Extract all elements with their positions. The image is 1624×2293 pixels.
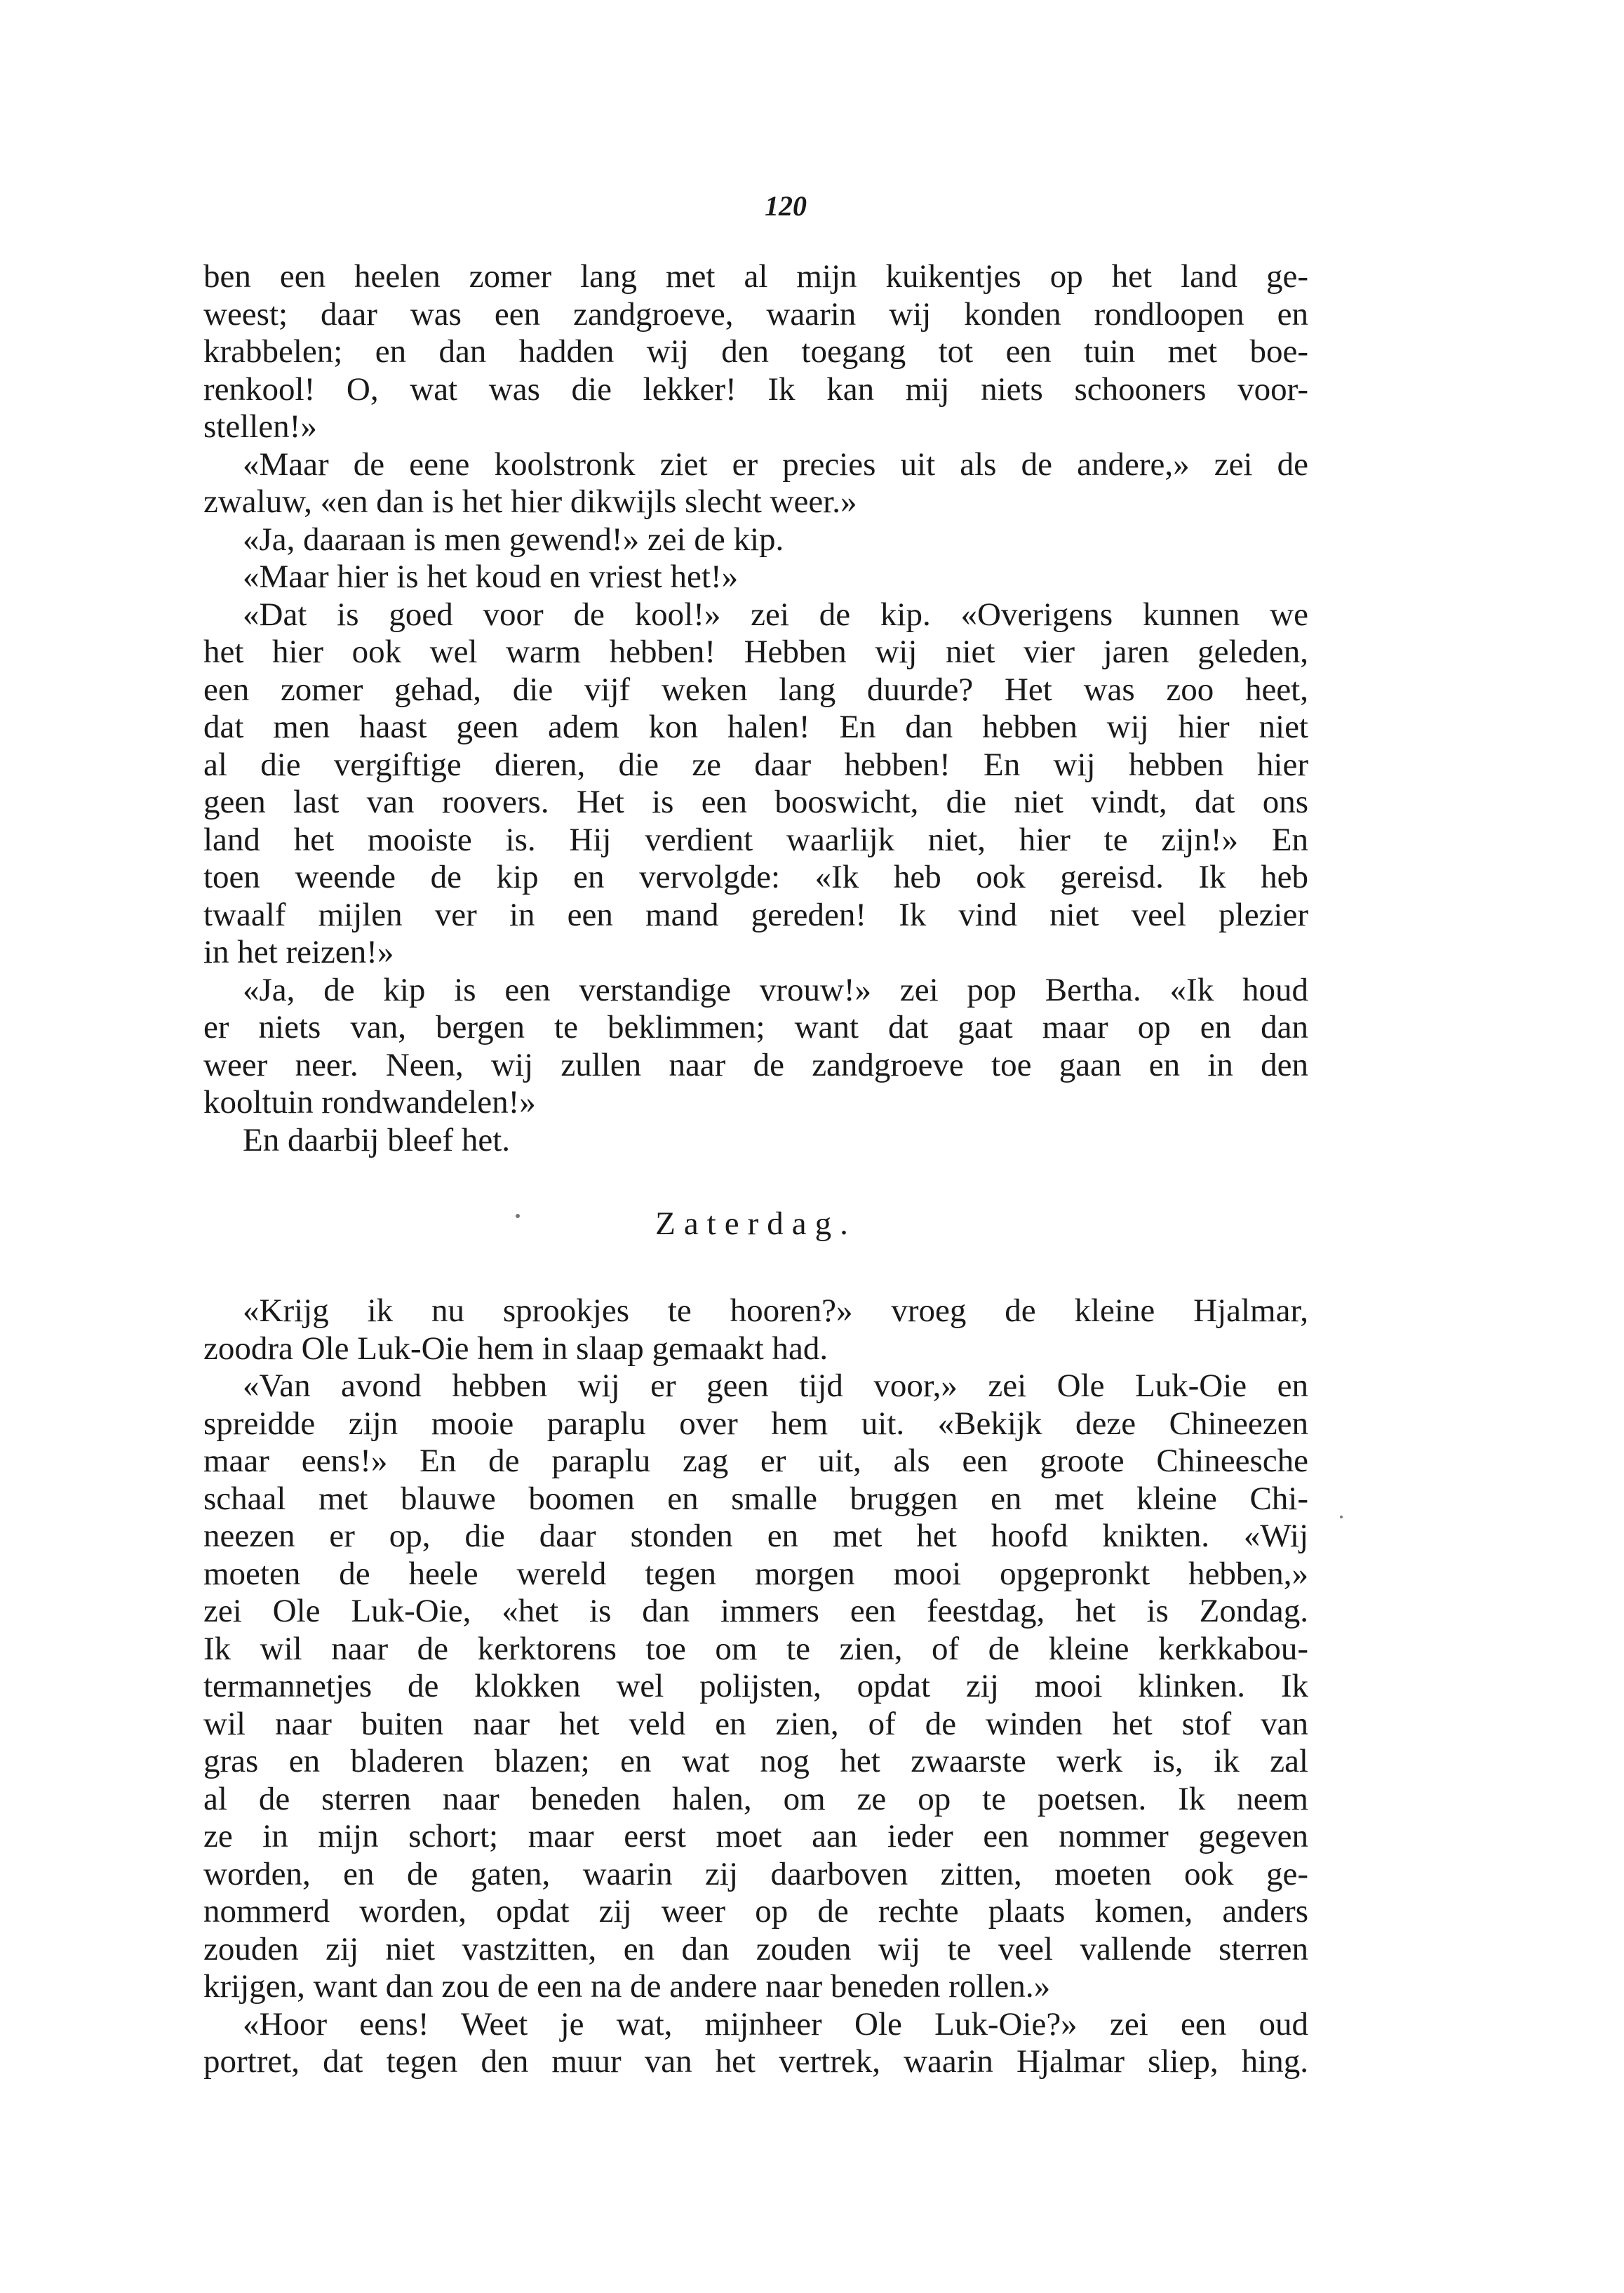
text-line: er niets van, bergen te beklimmen; want dat gaat maar op en dan: [203, 1009, 1308, 1045]
print-speck: [516, 1214, 520, 1218]
print-speck: [1340, 1516, 1343, 1518]
paragraph: [203, 1292, 1308, 1368]
text-line: krijgen, want dan zou de een na de andere naar beneden rollen.»: [203, 1968, 1051, 2005]
paragraph: [203, 258, 1308, 446]
text-line: moeten de heele wereld tegen morgen mooi opgepronkt hebben,»: [203, 1555, 1308, 1592]
text-line: «Dat is goed voor de kool!» zei de kip. «Overigens kunnen we: [243, 596, 1308, 633]
text-line: wil naar buiten naar het veld en zien, of de winden het stof van: [203, 1705, 1308, 1742]
paragraph: [203, 521, 1308, 559]
text-line: «Maar hier is het koud en vriest het!»: [243, 559, 739, 595]
text-line: zwaluw, «en dan is het hier dikwijls slecht weer.»: [203, 483, 857, 520]
text-line: stellen!»: [203, 408, 317, 445]
text-line: zoodra Ole Luk-Oie hem in slaap gemaakt had.: [203, 1330, 828, 1367]
text-line: zouden zij niet vastzitten, en dan zouden wij te veel vallende sterren: [203, 1930, 1308, 1967]
text-line: «Maar de eene koolstronk ziet er precies uit als de andere,» zei de: [243, 446, 1308, 483]
paragraph: [203, 446, 1308, 521]
text-line: termannetjes de klokken wel polijsten, opdat zij mooi klinken. Ik: [203, 1668, 1308, 1704]
page-number: 120: [765, 190, 807, 222]
text-line: twaalf mijlen ver in een mand gereden! Ik vind niet veel plezier: [203, 896, 1308, 933]
text-line: weer neer. Neen, wij zullen naar de zandgroeve toe gaan en in den: [203, 1046, 1308, 1083]
text-line: neezen er op, die daar stonden en met het hoofd knikten. «Wij: [203, 1518, 1308, 1554]
text-line: spreidde zijn mooie paraplu over hem uit. «Bekijk deze Chineezen: [203, 1405, 1308, 1442]
paragraph: [203, 972, 1308, 1122]
text-line: renkool! O, wat was die lekker! Ik kan mij niets schooners voor-: [203, 370, 1308, 408]
text-line: portret, dat tegen den muur van het vertrek, waarin Hjalmar sliep, hing.: [203, 2043, 1308, 2080]
paragraph: [203, 559, 1308, 596]
paragraph: [203, 596, 1308, 972]
text-line: worden, en de gaten, waarin zij daarboven zitten, moeten ook ge-: [203, 1855, 1308, 1892]
text-line: nommerd worden, opdat zij weer op de rechte plaats komen, anders: [203, 1893, 1308, 1930]
text-line: kooltuin rondwandelen!»: [203, 1084, 536, 1121]
text-line: «Ja, daaraan is men gewend!» zei de kip.: [243, 521, 784, 558]
text-line: «Ja, de kip is een verstandige vrouw!» zei pop Bertha. «Ik houd: [243, 971, 1308, 1008]
text-line: toen weende de kip en vervolgde: «Ik heb ook gereisd. Ik heb: [203, 859, 1308, 895]
text-line: geen last van roovers. Het is een booswicht, die niet vindt, dat ons: [203, 784, 1308, 820]
text-line: een zomer gehad, die vijf weken lang duurde? Het was zoo heet,: [203, 671, 1308, 708]
paragraph: [203, 1368, 1308, 2006]
text-line: ze in mijn schort; maar eerst moet aan ieder een nommer gegeven: [203, 1818, 1308, 1854]
text-line: al de sterren naar beneden halen, om ze op te poetsen. Ik neem: [203, 1780, 1308, 1817]
text-line: gras en bladeren blazen; en wat nog het zwaarste werk is, ik zal: [203, 1743, 1308, 1779]
text-line: het hier ook wel warm hebben! Hebben wij niet vier jaren geleden,: [203, 634, 1308, 670]
text-line: zei Ole Luk-Oie, «het is dan immers een feestdag, het is Zondag.: [203, 1593, 1308, 1629]
text-line: maar eens!» En de paraplu zag er uit, als een groote Chineesche: [203, 1443, 1308, 1479]
section-heading: Zaterdag.: [655, 1205, 857, 1242]
text-line: schaal met blauwe boomen en smalle bruggen en met kleine Chi-: [203, 1480, 1308, 1517]
paragraph: [203, 2006, 1308, 2081]
text-line: krabbelen; en dan hadden wij den toegang tot een tuin met boe-: [203, 333, 1308, 370]
text-line: in het reizen!»: [203, 934, 394, 970]
text-line: land het mooiste is. Hij verdient waarlijk niet, hier te zijn!» En: [203, 821, 1308, 858]
text-line: En daarbij bleef het.: [243, 1121, 511, 1158]
text-line: «Hoor eens! Weet je wat, mijnheer Ole Luk-Oie?» zei een oud: [243, 2005, 1308, 2043]
text-line: Ik wil naar de kerktorens toe om te zien, of de kleine kerkkabou-: [203, 1630, 1308, 1667]
text-line: «Krijg ik nu sprookjes te hooren?» vroeg de kleine Hjalmar,: [243, 1292, 1308, 1329]
text-line: weest; daar was een zandgroeve, waarin wij konden rondloopen en: [203, 295, 1308, 333]
body-text: [203, 258, 1308, 2081]
text-line: dat men haast geen adem kon halen! En dan hebben wij hier niet: [203, 709, 1308, 745]
text-line: al die vergiftige dieren, die ze daar hebben! En wij hebben hier: [203, 746, 1308, 783]
text-line: ben een heelen zomer lang met al mijn kuikentjes op het land ge-: [203, 258, 1308, 295]
text-line: «Van avond hebben wij er geen tijd voor,» zei Ole Luk-Oie en: [243, 1368, 1308, 1404]
paragraph: [203, 1122, 1308, 1160]
